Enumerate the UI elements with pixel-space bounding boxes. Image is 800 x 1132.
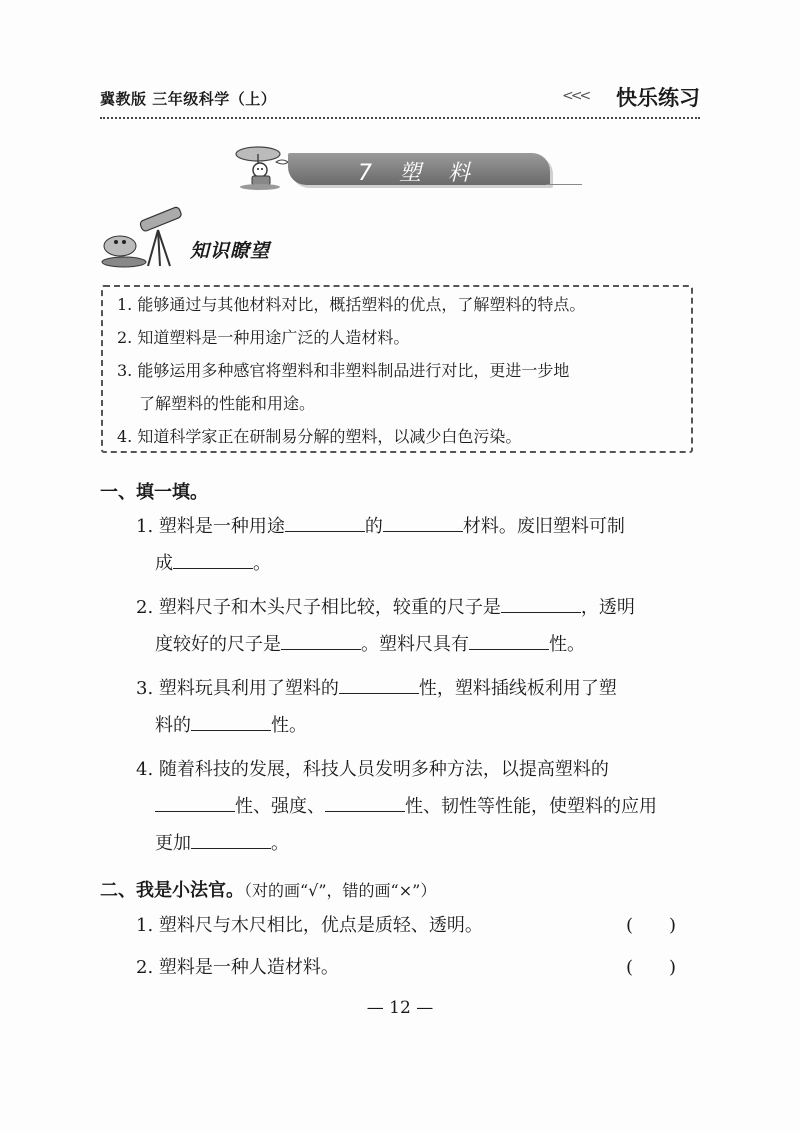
- question-4-line-3: [155, 832, 289, 856]
- question-4-line-2: [155, 795, 657, 819]
- section-judge-instruction: （对的画“√”，错的画“×”）: [244, 881, 437, 900]
- question-text: ，透明: [580, 597, 635, 618]
- answer-blank[interactable]: [339, 677, 419, 694]
- section-judge-title: [100, 876, 436, 902]
- question-text: 2. 塑料尺子和木头尺子相比较，较重的尺子是: [136, 597, 501, 618]
- question-text: 度较好的尺子是: [155, 634, 281, 655]
- question-3-line-1: [136, 677, 617, 701]
- answer-blank[interactable]: [281, 633, 361, 650]
- answer-blank[interactable]: [285, 515, 365, 532]
- telescope-illustration-icon: [100, 206, 184, 270]
- answer-parenthesis[interactable]: ( ): [626, 915, 677, 936]
- section-judge-heading: 二、我是小法官。: [100, 880, 244, 901]
- series-title: 快乐练习: [616, 86, 700, 110]
- objective-line: 2. 知道塑料是一种用途广泛的人造材料。: [117, 328, 410, 347]
- section-fill-title: 一、填一填。: [100, 482, 208, 503]
- question-text: 性、强度、: [235, 796, 325, 817]
- question-4-line-1: [136, 758, 609, 782]
- question-1-line-1: [136, 515, 625, 539]
- question-3-line-2: [155, 714, 307, 738]
- question-text: 材料。废旧塑料可制: [462, 516, 625, 537]
- question-text: 的: [364, 516, 383, 537]
- answer-blank[interactable]: [325, 795, 405, 812]
- book-title: 冀教版 三年级科学（上）: [100, 90, 277, 108]
- lesson-banner: [288, 153, 550, 185]
- question-text: 性，塑料插线板利用了塑: [418, 678, 617, 699]
- question-text: 。: [271, 833, 289, 854]
- answer-blank[interactable]: [501, 596, 581, 613]
- question-text: 性。: [549, 634, 585, 655]
- lesson-title: 7 塑 料: [358, 161, 480, 186]
- answer-parenthesis[interactable]: ( ): [626, 957, 677, 978]
- answer-blank[interactable]: [191, 832, 271, 849]
- question-text: 性。: [271, 715, 307, 736]
- answer-blank[interactable]: [173, 552, 253, 569]
- question-text: 性、韧性等性能，使塑料的应用: [405, 796, 657, 817]
- question-text: 更加: [155, 833, 191, 854]
- question-text: 3. 塑料玩具利用了塑料的: [136, 678, 339, 699]
- header-divider: [100, 117, 700, 119]
- judge-item-2: 2. 塑料是一种人造材料。: [136, 957, 339, 978]
- answer-blank[interactable]: [191, 714, 271, 731]
- knowledge-heading: 知识瞭望: [190, 240, 271, 262]
- question-2-line-1: [136, 596, 635, 620]
- question-text: 1. 塑料是一种用途: [136, 516, 285, 537]
- chevron-icon: <<<: [562, 88, 589, 104]
- objective-line: 了解塑料的性能和用途。: [139, 394, 316, 413]
- page-number: — 12 —: [366, 998, 434, 1018]
- question-2-line-2: [155, 633, 585, 657]
- question-text: 4. 随着科技的发展，科技人员发明多种方法，以提高塑料的: [136, 759, 609, 780]
- answer-blank[interactable]: [469, 633, 549, 650]
- question-text: 。塑料尺具有: [361, 634, 469, 655]
- judge-item-1: 1. 塑料尺与木尺相比，优点是质轻、透明。: [136, 915, 483, 936]
- objective-line: 4. 知道科学家正在研制易分解的塑料，以减少白色污染。: [117, 427, 522, 446]
- question-1-line-2: [155, 552, 271, 576]
- banner-underline: [546, 184, 582, 185]
- objective-line: 1. 能够通过与其他材料对比，概括塑料的优点，了解塑料的特点。: [117, 295, 586, 314]
- question-text: 成: [155, 553, 173, 574]
- question-text: 料的: [155, 715, 191, 736]
- question-text: 。: [253, 553, 271, 574]
- answer-blank[interactable]: [383, 515, 463, 532]
- answer-blank[interactable]: [155, 795, 235, 812]
- objective-line: 3. 能够运用多种感官将塑料和非塑料制品进行对比，更进一步地: [117, 361, 570, 380]
- mascot-illustration-icon: [228, 142, 294, 190]
- page-header: [100, 78, 700, 118]
